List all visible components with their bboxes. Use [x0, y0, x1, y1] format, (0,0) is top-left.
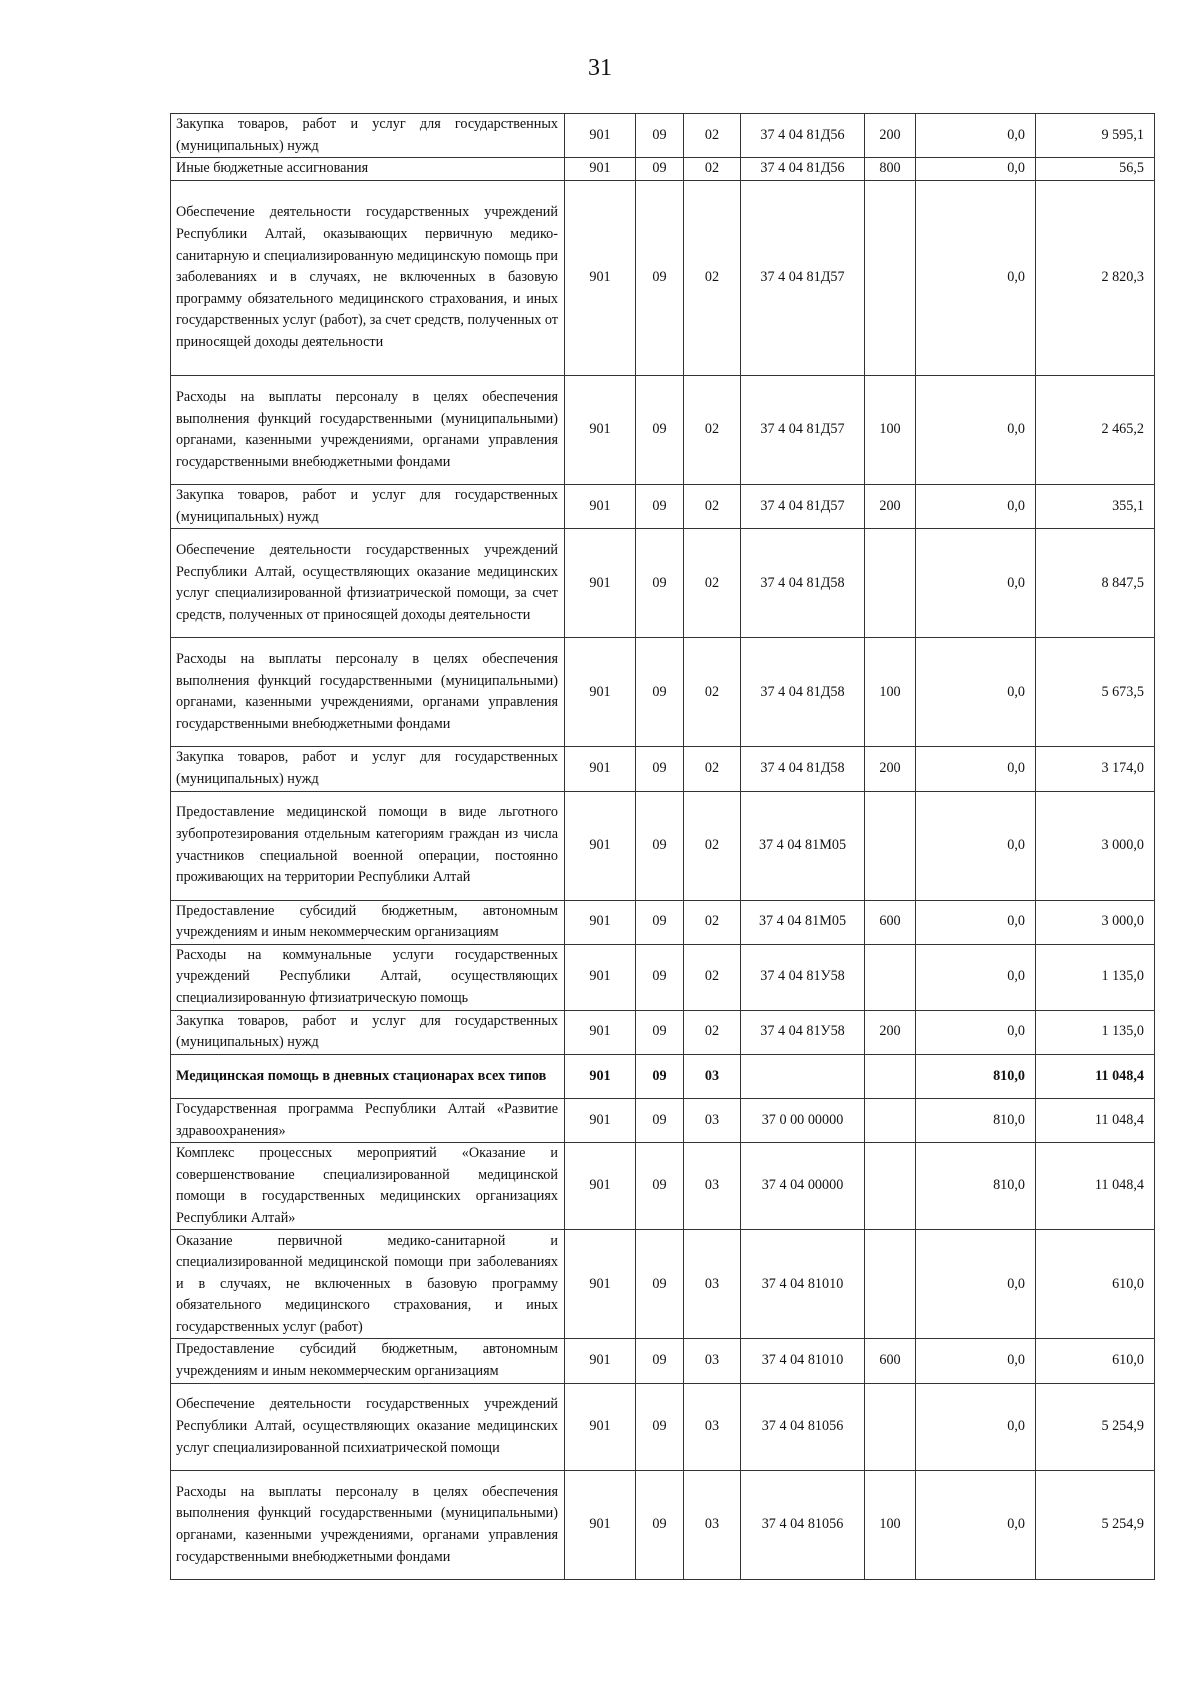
col-gr: 901 [565, 529, 636, 638]
table-row [171, 1339, 1155, 1383]
table-row [171, 944, 1155, 1010]
col-csr: 37 4 04 81Д57 [741, 180, 865, 375]
col-amt2: 355,1 [1036, 485, 1155, 529]
col-rz: 09 [636, 376, 684, 485]
col-vr: 200 [865, 485, 916, 529]
col-amt2: 11 048,4 [1036, 1054, 1155, 1098]
col-csr: 37 4 04 81Д58 [741, 747, 865, 791]
table-row [171, 180, 1155, 375]
row-name: Расходы на выплаты персоналу в целях обеспечения выполнения функций государственными (муниципальными) органами, казенными учреждениями, органами управления государственными внебюджетными фондами [171, 638, 565, 747]
col-amt2: 610,0 [1036, 1339, 1155, 1383]
col-amt1: 0,0 [916, 791, 1036, 900]
col-gr: 901 [565, 376, 636, 485]
row-name: Государственная программа Республики Алтай «Развитие здравоохранения» [171, 1098, 565, 1142]
col-csr: 37 4 04 81010 [741, 1230, 865, 1339]
col-csr: 37 0 00 00000 [741, 1098, 865, 1142]
col-amt1: 0,0 [916, 114, 1036, 158]
col-gr: 901 [565, 1143, 636, 1230]
col-csr: 37 4 04 81056 [741, 1383, 865, 1470]
table-row [171, 376, 1155, 485]
col-amt1: 810,0 [916, 1054, 1036, 1098]
col-amt2: 8 847,5 [1036, 529, 1155, 638]
col-pr: 02 [684, 529, 741, 638]
col-vr: 600 [865, 1339, 916, 1383]
col-amt2: 56,5 [1036, 158, 1155, 181]
col-rz: 09 [636, 747, 684, 791]
col-rz: 09 [636, 158, 684, 181]
col-gr: 901 [565, 1471, 636, 1580]
row-name: Обеспечение деятельности государственных учреждений Республики Алтай, осуществляющих оказание медицинских услуг специализированной психиатрической помощи [171, 1383, 565, 1470]
col-amt1: 0,0 [916, 1010, 1036, 1054]
col-pr: 02 [684, 638, 741, 747]
col-csr: 37 4 04 81056 [741, 1471, 865, 1580]
row-name: Расходы на выплаты персоналу в целях обеспечения выполнения функций государственными (муниципальными) органами, казенными учреждениями, органами управления государственными внебюджетными фондами [171, 1471, 565, 1580]
col-pr: 03 [684, 1471, 741, 1580]
col-vr: 600 [865, 900, 916, 944]
col-amt2: 3 000,0 [1036, 791, 1155, 900]
col-csr: 37 4 04 81Д58 [741, 529, 865, 638]
row-name: Расходы на выплаты персоналу в целях обеспечения выполнения функций государственными (муниципальными) органами, казенными учреждениями, органами управления государственными внебюджетными фондами [171, 376, 565, 485]
col-csr: 37 4 04 81010 [741, 1339, 865, 1383]
row-name: Закупка товаров, работ и услуг для государственных (муниципальных) нужд [171, 1010, 565, 1054]
row-name: Оказание первичной медико-санитарной и специализированной медицинской помощи при заболеваниях и в случаях, не включенных в базовую программу обязательного медицинского страхования, и иных государственных услуг (работ) [171, 1230, 565, 1339]
row-name: Комплекс процессных мероприятий «Оказание и совершенствование специализированной медицинской помощи в государственных медицинских организациях Республики Алтай» [171, 1143, 565, 1230]
col-vr [865, 1143, 916, 1230]
col-amt2: 2 465,2 [1036, 376, 1155, 485]
col-gr: 901 [565, 1230, 636, 1339]
col-amt2: 5 673,5 [1036, 638, 1155, 747]
col-amt1: 0,0 [916, 180, 1036, 375]
budget-table [170, 113, 1155, 1580]
col-csr: 37 4 04 81М05 [741, 791, 865, 900]
col-amt1: 810,0 [916, 1098, 1036, 1142]
col-amt2: 5 254,9 [1036, 1383, 1155, 1470]
col-gr: 901 [565, 791, 636, 900]
col-amt1: 0,0 [916, 900, 1036, 944]
table-row [171, 1098, 1155, 1142]
col-csr: 37 4 04 81Д56 [741, 114, 865, 158]
row-name: Предоставление субсидий бюджетным, автономным учреждениям и иным некоммерческим организациям [171, 1339, 565, 1383]
table-row [171, 1471, 1155, 1580]
table-row [171, 1143, 1155, 1230]
col-amt1: 0,0 [916, 1339, 1036, 1383]
col-pr: 02 [684, 114, 741, 158]
col-pr: 03 [684, 1098, 741, 1142]
row-name: Закупка товаров, работ и услуг для государственных (муниципальных) нужд [171, 747, 565, 791]
col-gr: 901 [565, 1098, 636, 1142]
col-pr: 02 [684, 791, 741, 900]
col-amt1: 0,0 [916, 1471, 1036, 1580]
table-row [171, 485, 1155, 529]
col-pr: 03 [684, 1230, 741, 1339]
col-gr: 901 [565, 1010, 636, 1054]
col-rz: 09 [636, 1143, 684, 1230]
col-csr: 37 4 04 81Д58 [741, 638, 865, 747]
col-amt1: 0,0 [916, 1383, 1036, 1470]
col-amt1: 0,0 [916, 747, 1036, 791]
row-name: Расходы на коммунальные услуги государственных учреждений Республики Алтай, осуществляющих специализированную фтизиатрическую помощь [171, 944, 565, 1010]
table-row [171, 158, 1155, 181]
col-gr: 901 [565, 180, 636, 375]
col-amt1: 0,0 [916, 485, 1036, 529]
col-csr: 37 4 04 00000 [741, 1143, 865, 1230]
table-row [171, 1383, 1155, 1470]
col-pr: 02 [684, 376, 741, 485]
col-amt1: 0,0 [916, 376, 1036, 485]
col-amt2: 5 254,9 [1036, 1471, 1155, 1580]
col-pr: 03 [684, 1143, 741, 1230]
col-gr: 901 [565, 638, 636, 747]
col-rz: 09 [636, 1339, 684, 1383]
col-vr [865, 1098, 916, 1142]
row-name: Иные бюджетные ассигнования [171, 158, 565, 181]
col-pr: 02 [684, 944, 741, 1010]
col-rz: 09 [636, 900, 684, 944]
col-rz: 09 [636, 529, 684, 638]
col-vr [865, 1230, 916, 1339]
col-vr [865, 529, 916, 638]
col-amt1: 0,0 [916, 944, 1036, 1010]
col-pr: 02 [684, 485, 741, 529]
col-vr: 100 [865, 376, 916, 485]
col-gr: 901 [565, 114, 636, 158]
table-row [171, 1010, 1155, 1054]
col-rz: 09 [636, 1054, 684, 1098]
col-amt2: 1 135,0 [1036, 944, 1155, 1010]
col-vr: 200 [865, 1010, 916, 1054]
col-vr: 200 [865, 114, 916, 158]
col-csr: 37 4 04 81Д56 [741, 158, 865, 181]
col-pr: 03 [684, 1054, 741, 1098]
col-vr [865, 1383, 916, 1470]
col-pr: 02 [684, 900, 741, 944]
col-vr: 100 [865, 1471, 916, 1580]
col-rz: 09 [636, 1230, 684, 1339]
table-body [171, 114, 1155, 1580]
col-csr: 37 4 04 81У58 [741, 944, 865, 1010]
col-csr: 37 4 04 81У58 [741, 1010, 865, 1054]
col-gr: 901 [565, 944, 636, 1010]
col-amt2: 610,0 [1036, 1230, 1155, 1339]
col-csr [741, 1054, 865, 1098]
col-rz: 09 [636, 180, 684, 375]
col-rz: 09 [636, 944, 684, 1010]
row-name: Закупка товаров, работ и услуг для государственных (муниципальных) нужд [171, 114, 565, 158]
col-gr: 901 [565, 485, 636, 529]
col-rz: 09 [636, 791, 684, 900]
col-vr [865, 791, 916, 900]
col-gr: 901 [565, 1383, 636, 1470]
col-amt1: 0,0 [916, 638, 1036, 747]
col-vr [865, 944, 916, 1010]
col-amt1: 0,0 [916, 529, 1036, 638]
col-pr: 02 [684, 1010, 741, 1054]
col-vr: 200 [865, 747, 916, 791]
col-csr: 37 4 04 81Д57 [741, 376, 865, 485]
table-row [171, 529, 1155, 638]
table-row [171, 1054, 1155, 1098]
col-gr: 901 [565, 1339, 636, 1383]
col-csr: 37 4 04 81Д57 [741, 485, 865, 529]
col-vr: 800 [865, 158, 916, 181]
col-amt2: 9 595,1 [1036, 114, 1155, 158]
col-vr [865, 180, 916, 375]
col-gr: 901 [565, 1054, 636, 1098]
col-amt1: 810,0 [916, 1143, 1036, 1230]
row-name: Обеспечение деятельности государственных учреждений Республики Алтай, осуществляющих оказание медицинских услуг специализированной фтизиатрической помощи, за счет средств, полученных от приносящей доходы деятельности [171, 529, 565, 638]
table-row [171, 900, 1155, 944]
col-rz: 09 [636, 1471, 684, 1580]
table-row [171, 791, 1155, 900]
col-rz: 09 [636, 114, 684, 158]
col-vr: 100 [865, 638, 916, 747]
col-pr: 02 [684, 158, 741, 181]
table-row [171, 638, 1155, 747]
col-rz: 09 [636, 1098, 684, 1142]
col-amt2: 2 820,3 [1036, 180, 1155, 375]
col-rz: 09 [636, 638, 684, 747]
row-name: Закупка товаров, работ и услуг для государственных (муниципальных) нужд [171, 485, 565, 529]
col-amt2: 11 048,4 [1036, 1098, 1155, 1142]
col-amt1: 0,0 [916, 158, 1036, 181]
page-number: 31 [588, 55, 612, 81]
col-amt1: 0,0 [916, 1230, 1036, 1339]
col-pr: 03 [684, 1339, 741, 1383]
col-amt2: 3 000,0 [1036, 900, 1155, 944]
row-name: Обеспечение деятельности государственных учреждений Республики Алтай, оказывающих первичную медико-санитарную и специализированную медицинскую помощь при заболеваниях и в случаях, не включенных в базовую программу обязательного медицинского страхования, и иных государственных услуг (работ), за счет средств, полученных от приносящей доходы деятельности [171, 180, 565, 375]
col-gr: 901 [565, 747, 636, 791]
col-amt2: 3 174,0 [1036, 747, 1155, 791]
col-rz: 09 [636, 1010, 684, 1054]
col-pr: 02 [684, 747, 741, 791]
row-name: Предоставление субсидий бюджетным, автономным учреждениям и иным некоммерческим организациям [171, 900, 565, 944]
col-rz: 09 [636, 485, 684, 529]
col-pr: 03 [684, 1383, 741, 1470]
col-rz: 09 [636, 1383, 684, 1470]
col-pr: 02 [684, 180, 741, 375]
col-gr: 901 [565, 158, 636, 181]
col-amt2: 11 048,4 [1036, 1143, 1155, 1230]
col-csr: 37 4 04 81М05 [741, 900, 865, 944]
col-vr [865, 1054, 916, 1098]
row-name: Предоставление медицинской помощи в виде льготного зубопротезирования отдельным категориям граждан из числа участников специальной военной операции, постоянно проживающих на территории Республики Алтай [171, 791, 565, 900]
table-row [171, 114, 1155, 158]
col-gr: 901 [565, 900, 636, 944]
table-row [171, 1230, 1155, 1339]
row-name: Медицинская помощь в дневных стационарах всех типов [171, 1054, 565, 1098]
table-row [171, 747, 1155, 791]
col-amt2: 1 135,0 [1036, 1010, 1155, 1054]
